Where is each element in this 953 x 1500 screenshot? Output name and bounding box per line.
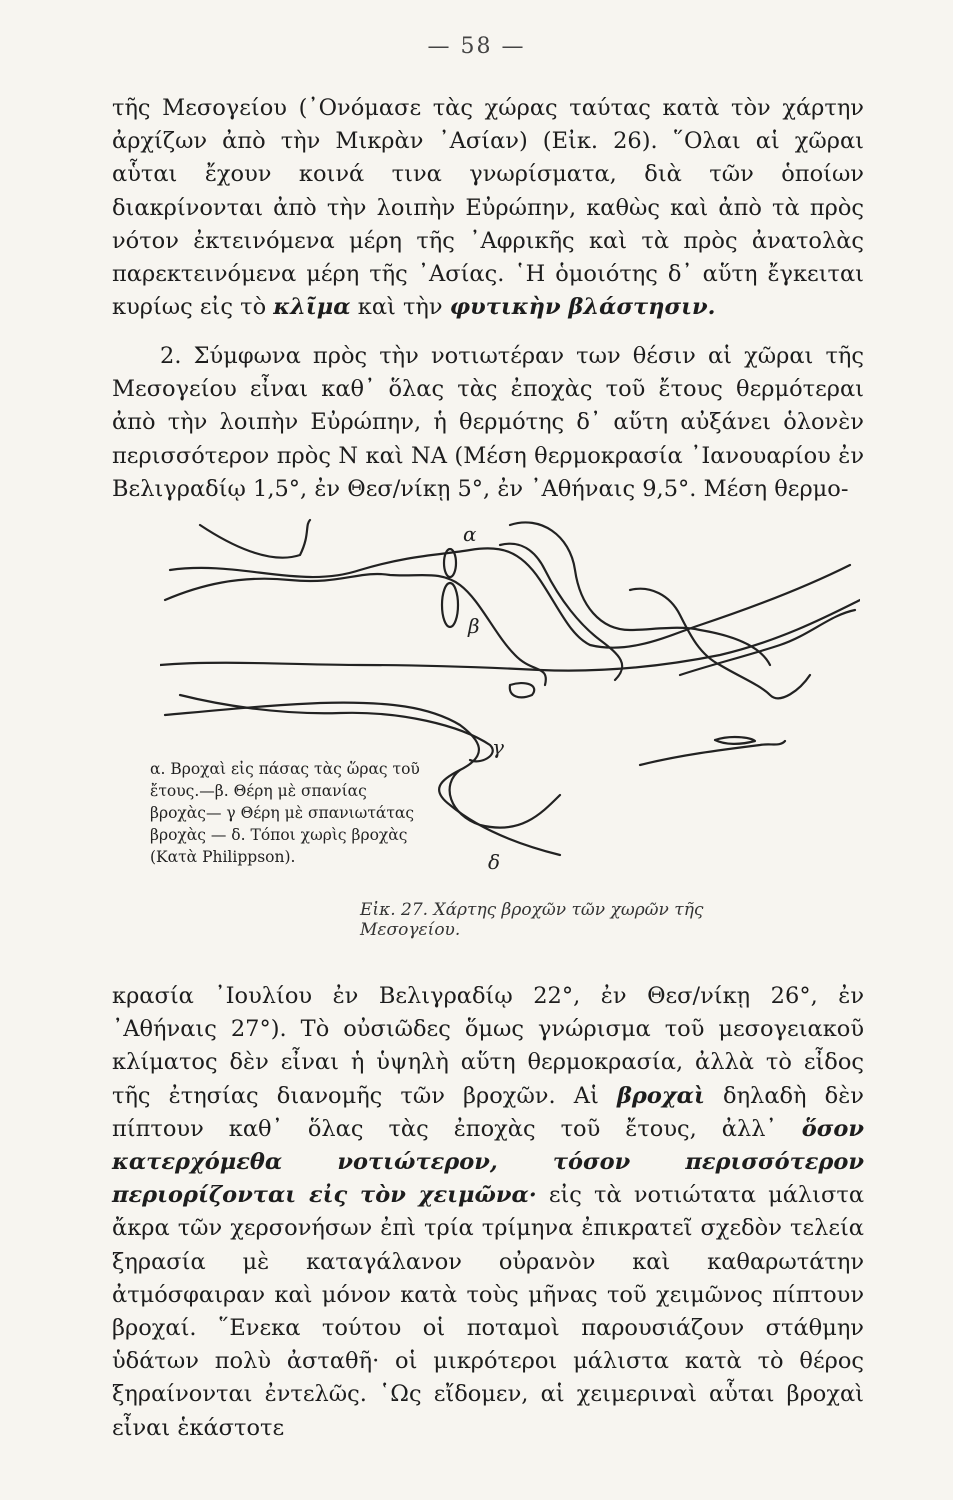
map-legend: α. Βροχαὶ εἰς πάσας τὰς ὥρας τοῦ ἔτους.—β. Θέρη μὲ σπανίας βροχὰς— γ Θέρη μὲ σπανιωτάτας βροχὰς — δ. Τόποι χωρὶς βροχὰς (Κατὰ Philippson). <box>150 760 420 866</box>
map-label-alpha: α <box>463 522 477 546</box>
paragraph-3 <box>112 980 864 1445</box>
coastline-egypt <box>640 741 785 765</box>
boundary-beta <box>160 600 860 671</box>
map-label-beta: β <box>468 614 480 638</box>
island-sicily <box>510 683 534 697</box>
figure-caption: Εἰκ. 27. Χάρτης βροχῶν τῶν χωρῶν τῆς Μεσογείου. <box>360 900 704 940</box>
term-klima: κλῖμα <box>273 294 351 321</box>
coastline-iberia <box>200 520 310 558</box>
paragraph-1 <box>112 92 864 324</box>
paragraph-3-text-c: εἰς τὰ νοτιώτατα μάλιστα ἄκρα τῶν χερσονήσων ἐπὶ τρία τρίμηνα ἐπικρατεῖ σχεδὸν τελεία ξηρασία μὲ καταγάλανον οὐρανὸν καὶ καθαρωτάτην ἀτμόσφαιραν καὶ μόνον κατὰ τοὺς μῆνας τοῦ χειμῶνος πίπτουν βροχαί. ῞Ενεκα τούτου οἱ ποταμοὶ παρουσιάζουν στάθμην ὑδάτων πολὺ ἀσταθῆ· οἱ μικρότεροι μάλιστα κατὰ τὸ θέρος ξηραίνονται ἐντελῶς. ῾Ως εἴδομεν, αἱ χειμεριναὶ αὗται βροχαὶ εἶναι ἑκάστοτε <box>112 1182 865 1441</box>
coastline-libya <box>450 770 560 828</box>
paragraph-3-text-b: δηλαδὴ δὲν πίπτουν καθ᾿ ὅλας τὰς ἐποχὰς τοῦ ἔτους, ἀλλ᾿ <box>112 1082 864 1142</box>
coastline-anatolia <box>680 610 855 675</box>
page-number: — 58 — <box>427 34 526 59</box>
paragraph-2-text: 2. Σύμφωνα πρὸς τὴν νοτιωτέραν των θέσιν αἱ χῶραι τῆς Μεσογείου εἶναι καθ᾿ ὅλας τὰς ἐποχὰς τοῦ ἔτους θερμότεραι ἀπὸ τὴν λοιπὴν Εὐρώπην, ἡ θερμότης δ᾿ αὕτη αὐξάνει ὁλονὲν περισσότερον πρὸς Ν καὶ ΝΑ (Μέση θερμοκρασία ᾿Ιανουαρίου ἐν Βελιγραδίῳ 1,5°, ἐν Θεσ/νίκῃ 5°, ἐν ᾿Αθήναις 9,5°. Μέση θερμο- <box>112 343 864 502</box>
term-rain-winter: ὅσον κατερχόμεθα νοτιώτερον, τόσον περισσότερον περιορίζονται εἰς τὸν χειμῶνα· <box>112 1115 865 1209</box>
coastline-africa <box>180 695 493 761</box>
paragraph-2 <box>112 340 864 506</box>
island-crete <box>715 737 755 744</box>
term-rains: βροχαὶ <box>616 1082 705 1109</box>
map-label-gamma: γ <box>492 735 504 759</box>
map-label-delta: δ <box>488 850 501 874</box>
paragraph-1-mid: καὶ τὴν <box>357 294 443 321</box>
island-sardinia <box>442 583 458 627</box>
paragraph-3-text-a: κρασία ᾿Ιουλίου ἐν Βελιγραδίῳ 22°, ἐν Θεσ/νίκῃ 26°, ἐν ᾿Αθήναις 27°). Τὸ οὐσιῶδες ὅμως γνώρισμα τοῦ μεσογειακοῦ κλίματος δὲν εἶναι ἡ ὑψηλὴ αὕτη θερμοκρασία, ἀλλὰ τὸ εἶδος τῆς ἐτησίας διανομῆς τῶν βροχῶν. Αἱ <box>112 983 864 1109</box>
term-vegetation: φυτικὴν βλάστησιν. <box>449 294 716 321</box>
boundary-alpha <box>170 548 850 647</box>
paragraph-1-text: τῆς Μεσογείου (᾿Ονόμασε τὰς χώρας ταύτας κατὰ τὸν χάρτην ἀρχίζων ἀπὸ τὴν Μικρὰν ᾿Ασίαν) (Εἰκ. 26). ῞Ολαι αἱ χῶραι αὗται ἔχουν κοινά τινα γνωρίσματα, διὰ τῶν ὁποίων διακρίνονται ἀπὸ τὴν λοιπὴν Εὐρώπην, καθὼς καὶ ἀπὸ τὰ πρὸς νότον ἐκτεινόμενα μέρη τῆς ᾿Αφρικῆς καὶ τὰ πρὸς ἀνατολὰς παρεκτεινόμενα μέρη τῆς ᾿Ασίας. ῾Η ὁμοιότης δ᾿ αὕτη ἔγκειται κυρίως εἰς τὸ <box>112 95 864 321</box>
